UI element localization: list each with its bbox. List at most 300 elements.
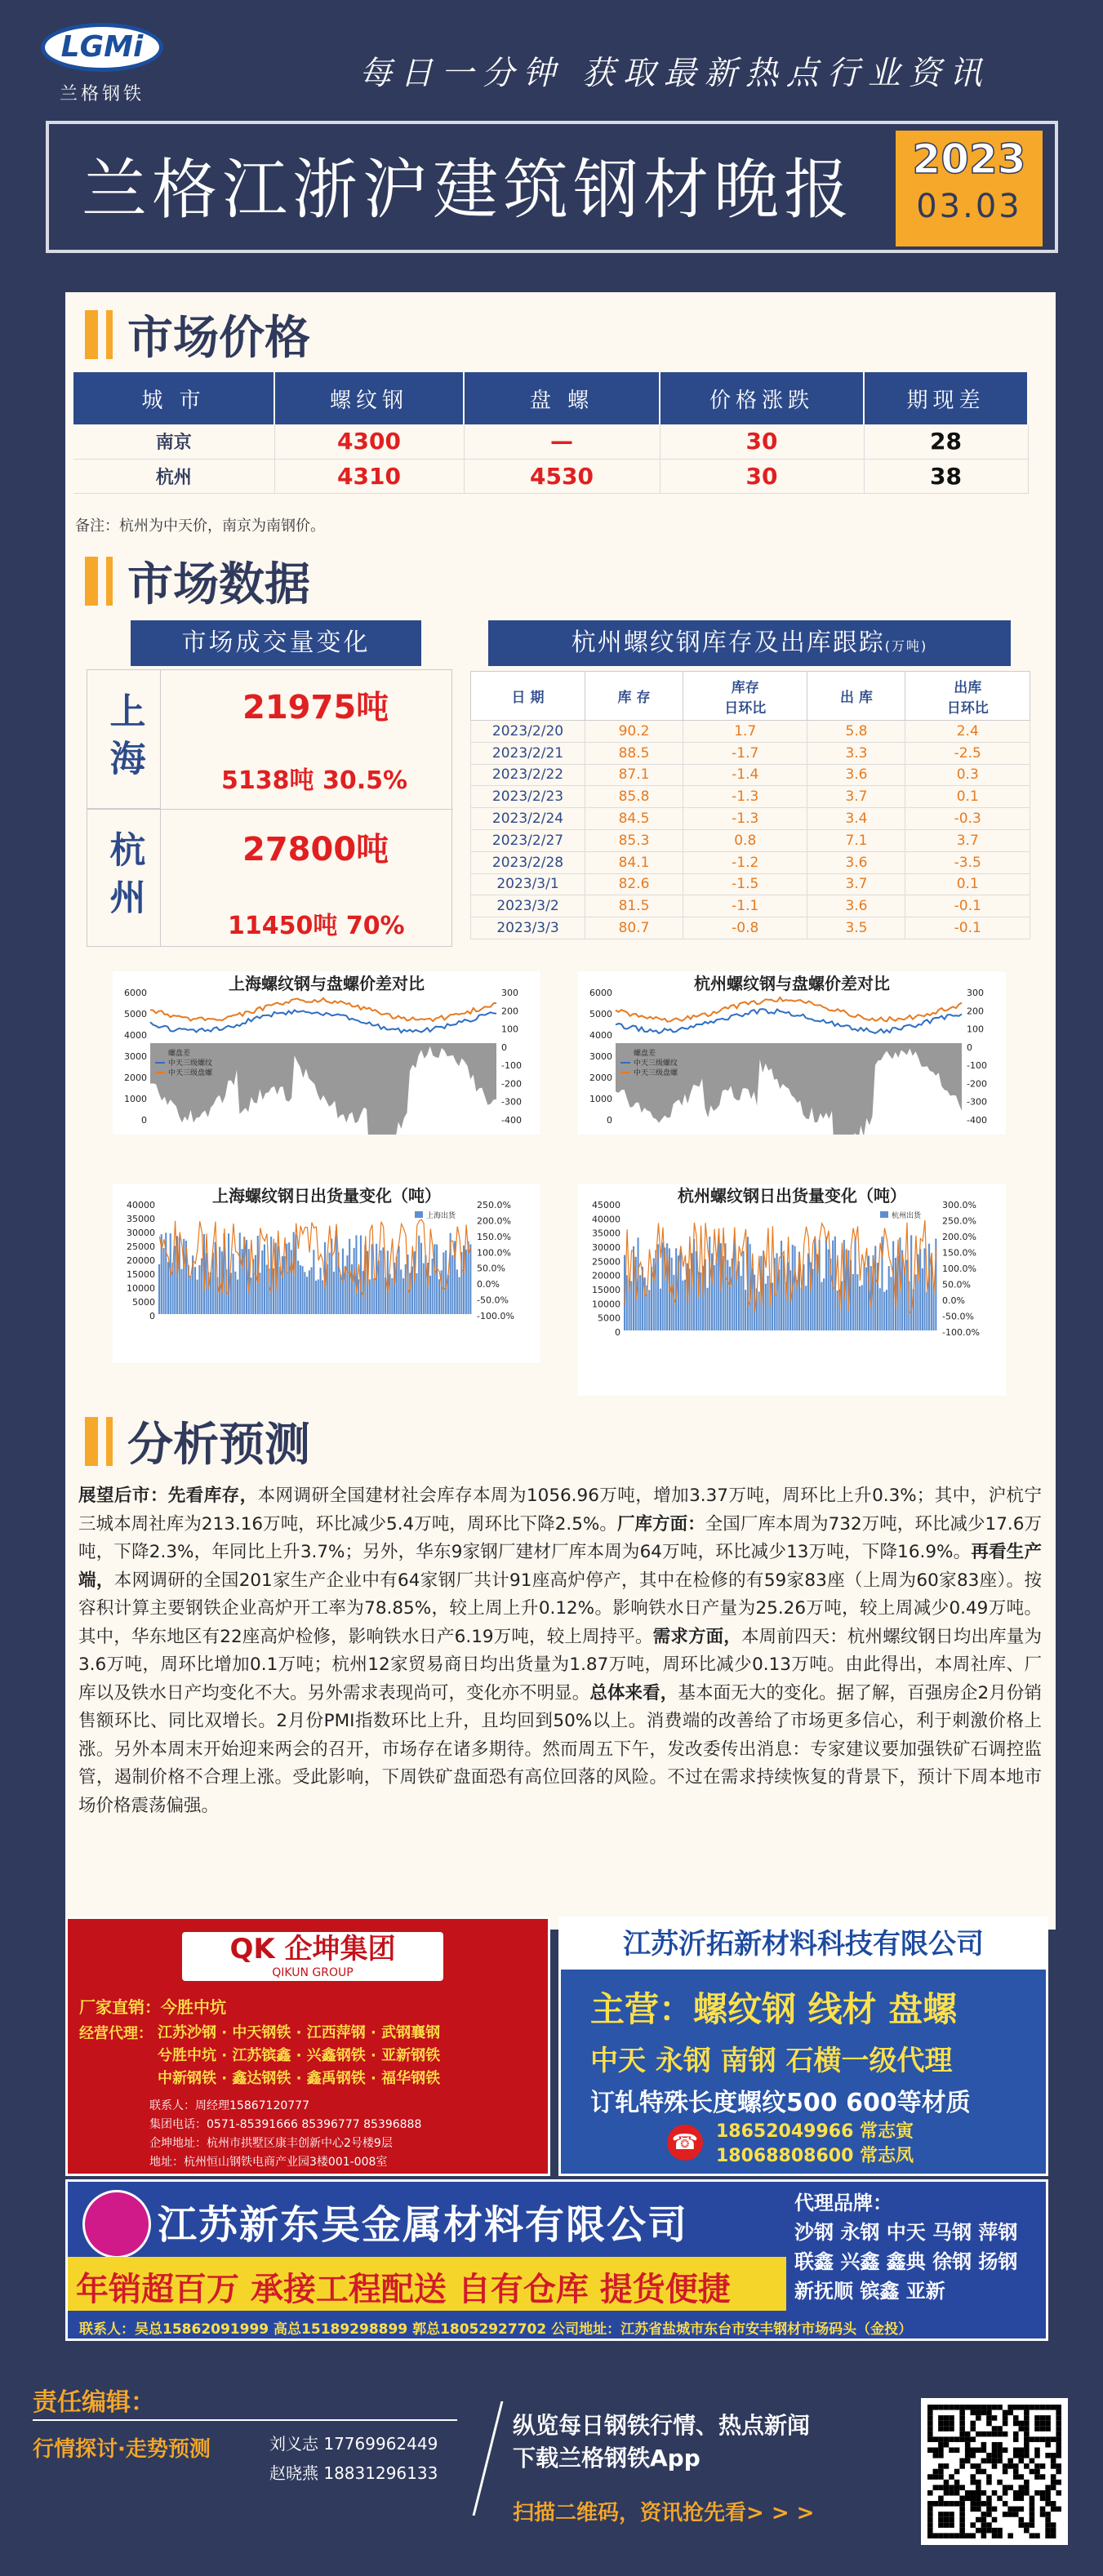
qr-module [1024, 2453, 1030, 2458]
tick-label: 0 [501, 1042, 507, 1053]
chart-title: 杭州螺纹钢日出货量变化（吨） [678, 1186, 906, 1206]
table-cell: 3.7 [807, 873, 905, 895]
qr-code[interactable] [921, 2398, 1068, 2545]
volume-box [87, 669, 452, 947]
qr-module [981, 2432, 987, 2437]
shipment-bar [639, 1275, 641, 1330]
analysis-keyword: 再看生产端， [78, 1542, 1042, 1591]
section-bar [106, 310, 113, 359]
yituo-ad[interactable] [558, 1916, 1048, 2176]
tick-label: 50.0% [477, 1263, 505, 1274]
coil-line [616, 997, 962, 1022]
qr-module [1045, 2442, 1051, 2448]
tick-label: -50.0% [477, 1295, 509, 1306]
shipment-bar [765, 1284, 767, 1330]
shipment-bar [215, 1242, 216, 1314]
brand-line: 联鑫 兴鑫 鑫典 徐钢 扬钢 [794, 2250, 1018, 2273]
tick-label: -100.0% [477, 1311, 514, 1321]
tick-label: 200 [501, 1006, 518, 1017]
qr-module [944, 2405, 950, 2410]
qr-module [1030, 2496, 1035, 2502]
qr-module [1040, 2474, 1046, 2480]
qr-module [986, 2458, 992, 2464]
shipment-bar [373, 1278, 375, 1314]
qr-module [927, 2410, 933, 2416]
qr-module [1056, 2490, 1061, 2496]
tick-label: -100 [501, 1060, 522, 1072]
shipment-bar [890, 1277, 892, 1330]
qr-module [965, 2447, 971, 2453]
qr-module [959, 2463, 965, 2469]
year-label: 2023 [912, 135, 1026, 183]
tick-label: -400 [501, 1115, 522, 1126]
tick-label: 0 [141, 1115, 147, 1126]
shipment-bar [329, 1253, 331, 1314]
qr-module [1045, 2485, 1051, 2490]
section-bar [85, 557, 98, 606]
qr-module [1019, 2405, 1025, 2410]
qr-module [986, 2415, 992, 2421]
legend-label: 中天三级盘螺 [634, 1069, 678, 1077]
phone-icon: ☎ [667, 2125, 703, 2161]
table-cell: 2023/2/22 [471, 764, 585, 786]
tick-label: -300 [501, 1096, 522, 1108]
data-section-header [85, 549, 310, 614]
table-cell: -0.3 [905, 808, 1030, 830]
shipment-bar [651, 1267, 652, 1330]
qr-module [1034, 2533, 1040, 2538]
qr-module [1034, 2421, 1040, 2427]
shipment-bar [888, 1266, 890, 1330]
qr-module [938, 2421, 944, 2427]
qr-module [1034, 2447, 1040, 2453]
qr-module [949, 2490, 954, 2496]
shipment-bar [653, 1259, 655, 1331]
shipment-bar [322, 1281, 323, 1315]
qr-module [933, 2453, 939, 2458]
table-row [471, 808, 1030, 830]
shipment-bar [291, 1250, 292, 1314]
table-cell: 87.1 [585, 764, 683, 786]
qr-module [959, 2522, 965, 2528]
shipment-bar [279, 1267, 281, 1314]
qr-module [997, 2533, 1003, 2538]
qr-module [1003, 2469, 1008, 2475]
volume-header: 市场成交量变化 [131, 620, 421, 666]
tick-label: 100 [967, 1024, 984, 1035]
shipment-bar [883, 1292, 885, 1330]
qr-module [959, 2507, 965, 2512]
shipment-bar [261, 1250, 263, 1314]
qr-module [944, 2512, 950, 2517]
shipment-bar [405, 1264, 407, 1314]
qr-module [933, 2405, 939, 2410]
qr-module [970, 2421, 976, 2427]
qikun-ad[interactable] [65, 1916, 550, 2176]
tick-label: 200.0% [942, 1232, 976, 1242]
tick-label: 10000 [592, 1299, 620, 1310]
qr-module [1007, 2512, 1013, 2517]
shipment-bar [723, 1256, 724, 1330]
qr-module [938, 2474, 944, 2480]
table-row [471, 917, 1030, 939]
analysis-sentence: 全国厂库本周为732万吨，环比减少17.6万吨，下降2.3%，年同比上升3.7%；另外，华东9家钢厂建材厂库本周为64万吨，环比减少13万吨，下降16.9%。 [78, 1513, 1042, 1562]
legend-swatch [880, 1211, 888, 1218]
table-cell: 0.1 [905, 873, 1030, 895]
qr-module [1019, 2474, 1025, 2480]
shipment-bar [197, 1280, 198, 1314]
table-cell: 90.2 [585, 721, 683, 743]
tick-label: 200.0% [477, 1215, 511, 1227]
table-cell: 84.5 [585, 808, 683, 830]
tick-label: 0 [607, 1115, 612, 1126]
shipment-bar [228, 1233, 229, 1314]
shipment-bar [441, 1270, 443, 1314]
shipment-bar [380, 1250, 382, 1314]
qr-module [927, 2507, 933, 2512]
shipment-bar [928, 1244, 930, 1330]
qr-module [981, 2458, 987, 2464]
table-cell: -0.8 [683, 917, 807, 939]
qr-module [1040, 2436, 1046, 2442]
qr-module [970, 2533, 976, 2538]
table-cell: -1.4 [683, 764, 807, 786]
qr-module [1024, 2442, 1030, 2448]
qr-module [986, 2496, 992, 2502]
shipment-bar [300, 1265, 301, 1314]
qr-module [927, 2474, 933, 2480]
shipment-bar [251, 1277, 252, 1314]
shipment-bar [311, 1268, 313, 1315]
shipment-bar [434, 1244, 435, 1314]
qr-module [1040, 2496, 1046, 2502]
qr-module [1013, 2474, 1019, 2480]
table-cell: 2023/2/20 [471, 721, 585, 743]
qr-module [959, 2512, 965, 2517]
tick-label: 5000 [124, 1009, 147, 1019]
qr-module [938, 2447, 944, 2453]
qr-module [1051, 2474, 1056, 2480]
qr-module [976, 2517, 981, 2523]
qr-module [976, 2528, 981, 2534]
shipment-bar [714, 1265, 715, 1330]
qr-module [997, 2480, 1003, 2485]
shipment-bar [727, 1260, 728, 1330]
qr-module [938, 2496, 944, 2502]
table-row [73, 424, 1028, 459]
sh-shipment-chart [113, 1184, 540, 1363]
table-cell: 0.1 [905, 786, 1030, 808]
tick-label: 250.0% [477, 1200, 511, 1210]
contact-line: 集团电话：0571-85391666 85396777 85396888 [149, 2118, 422, 2131]
analysis-sentence: 本网调研全国建材社会库存本周为1056.96万吨，增加3.37万吨，周环比上升0.3%；其中，沪杭宁三城本周社库为213.16万吨，环比减少5.4万吨，周环比下降2.5%。 [78, 1486, 1042, 1534]
yituo-phones [716, 2120, 914, 2169]
shipment-bar [284, 1256, 286, 1314]
tick-label: 40000 [592, 1214, 620, 1225]
analysis-keyword: 总体来看， [589, 1682, 678, 1703]
shipment-bar [841, 1281, 843, 1330]
shipment-bar [233, 1254, 234, 1314]
qr-module [976, 2485, 981, 2490]
shipment-bar [814, 1239, 816, 1330]
editor-line: 刘义志 17769962449 [269, 2434, 438, 2454]
qr-module [1003, 2415, 1008, 2421]
shipment-bar [315, 1281, 317, 1314]
qr-module [959, 2405, 965, 2410]
chart-title: 上海螺纹钢与盘螺价差对比 [229, 974, 425, 993]
qr-module [1034, 2463, 1040, 2469]
shipment-bar [403, 1278, 404, 1314]
col-header: 螺纹钢 [274, 372, 464, 424]
qr-module [1045, 2517, 1051, 2523]
qr-module [1056, 2426, 1061, 2432]
qr-module [1051, 2533, 1056, 2538]
table-cell: 85.8 [585, 786, 683, 808]
qr-module [986, 2405, 992, 2410]
qr-module [997, 2453, 1003, 2458]
qr-module [1056, 2432, 1061, 2437]
col-header: 城 市 [73, 372, 274, 424]
qr-module [1034, 2474, 1040, 2480]
analysis-keyword: 需求方面， [652, 1626, 741, 1647]
tick-label: 35000 [592, 1228, 620, 1239]
qr-module [959, 2528, 965, 2534]
qr-module [1003, 2463, 1008, 2469]
shipment-bar [662, 1242, 664, 1330]
table-cell: 0.8 [683, 829, 807, 851]
table-cell: 3.4 [807, 808, 905, 830]
qr-module [944, 2421, 950, 2427]
qr-module [954, 2533, 960, 2538]
qr-module [1003, 2410, 1008, 2416]
hz-shipment-svg [578, 1184, 1006, 1396]
qr-module [970, 2501, 976, 2507]
qr-module [992, 2405, 998, 2410]
qr-module [954, 2436, 960, 2442]
qr-module [938, 2469, 944, 2475]
table-cell: 3.6 [807, 764, 905, 786]
qr-module [944, 2463, 950, 2469]
qr-module [986, 2432, 992, 2437]
qr-module [1040, 2490, 1046, 2496]
price-section-header [85, 302, 310, 367]
qr-module [1013, 2469, 1019, 2475]
shipment-bar [859, 1286, 861, 1330]
col-header: 期现差 [864, 372, 1028, 424]
shipment-bar [443, 1252, 444, 1314]
table-cell: 2023/3/2 [471, 895, 585, 917]
shipment-bar [684, 1280, 686, 1330]
qr-module [949, 2421, 954, 2427]
qr-module [1013, 2405, 1019, 2410]
table-row [471, 764, 1030, 786]
dongwu-ad[interactable] [65, 2179, 1048, 2341]
shipment-bar [436, 1245, 438, 1314]
tick-label: 5000 [132, 1297, 155, 1308]
col-header: 日 期 [471, 672, 585, 721]
shipment-bar [194, 1267, 196, 1314]
table-row [471, 829, 1030, 851]
shipment-bar [411, 1267, 413, 1315]
qr-module [997, 2447, 1003, 2453]
qr-module [970, 2453, 976, 2458]
shipment-bar [336, 1231, 337, 1314]
qr-module [959, 2501, 965, 2507]
shipment-bar [741, 1276, 742, 1330]
legend-label: 上海出货 [426, 1212, 456, 1220]
qr-module [954, 2405, 960, 2410]
shipment-bar [391, 1278, 393, 1314]
tick-label: -300 [967, 1096, 987, 1108]
shipment-bar [167, 1262, 169, 1314]
qr-module [927, 2432, 933, 2437]
qr-module [997, 2426, 1003, 2432]
tick-label: 2000 [589, 1073, 612, 1083]
qr-module [927, 2421, 933, 2427]
qr-module [1019, 2485, 1025, 2490]
coil-line [150, 998, 496, 1021]
tick-label: 6000 [124, 988, 147, 998]
qikun-brand: QK 企坤集团 [182, 1932, 443, 1981]
qr-module [970, 2496, 976, 2502]
qr-module [1030, 2405, 1035, 2410]
shipment-bar [682, 1281, 683, 1330]
qr-module [1030, 2517, 1035, 2523]
tick-label: -50.0% [942, 1311, 974, 1322]
chart-title: 上海螺纹钢日出货量变化（吨） [212, 1186, 441, 1206]
qr-module [970, 2507, 976, 2512]
shipment-bar [707, 1288, 709, 1330]
qr-module [1024, 2421, 1030, 2427]
analysis-keyword: 展望后市： [78, 1486, 168, 1506]
shipment-bar [879, 1288, 881, 1330]
qr-module [1013, 2463, 1019, 2469]
qr-module [933, 2469, 939, 2475]
qr-module [1007, 2410, 1013, 2416]
qr-module [1013, 2415, 1019, 2421]
shipment-bar [772, 1283, 773, 1331]
qr-module [1034, 2405, 1040, 2410]
qr-module [992, 2458, 998, 2464]
qr-module [1024, 2490, 1030, 2496]
shipment-bar [351, 1264, 353, 1314]
qr-module [1007, 2458, 1013, 2464]
shipment-bar [369, 1279, 371, 1314]
qr-module [1056, 2507, 1061, 2512]
logo-subtitle: 兰格钢铁 [59, 84, 145, 104]
qr-module [976, 2410, 981, 2416]
spread-area [616, 1043, 962, 1135]
qr-module [986, 2453, 992, 2458]
shipment-bar [874, 1246, 876, 1330]
shipment-bar [304, 1272, 305, 1314]
qr-module [1051, 2507, 1056, 2512]
shipment-bar [183, 1239, 185, 1314]
qr-module [997, 2442, 1003, 2448]
brands-label: 代理品牌： [794, 2192, 892, 2214]
table-cell: -1.1 [683, 895, 807, 917]
qr-module [944, 2426, 950, 2432]
qr-module [965, 2490, 971, 2496]
table-cell: 2023/2/27 [471, 829, 585, 851]
tick-label: 25000 [592, 1256, 620, 1268]
shipment-bar [451, 1255, 453, 1314]
shipment-bar [313, 1250, 314, 1314]
qr-module [938, 2436, 944, 2442]
slogan: 每日一分钟 获取最新热点行业资讯 [359, 55, 990, 92]
shipment-bar [767, 1276, 769, 1330]
tick-label: 0 [967, 1042, 972, 1053]
qr-module [981, 2512, 987, 2517]
shipment-bar [837, 1290, 838, 1330]
qr-module [1030, 2533, 1035, 2538]
dongwu-brands [794, 2188, 1017, 2306]
qr-module [933, 2501, 939, 2507]
qr-module [1034, 2426, 1040, 2432]
qr-module [1034, 2415, 1040, 2421]
agent-line: 江苏沙钢 · 中天钢铁 · 江西萍钢 · 武钢襄钢 [158, 2024, 441, 2041]
qr-code-icon [927, 2405, 1061, 2538]
qr-module [1013, 2432, 1019, 2437]
tick-label: 100.0% [477, 1247, 511, 1259]
col-header: 价格涨跌 [660, 372, 864, 424]
qr-module [976, 2480, 981, 2485]
qr-module [1045, 2522, 1051, 2528]
qr-module [944, 2522, 950, 2528]
table-cell: 2023/3/1 [471, 873, 585, 895]
qr-module [1040, 2512, 1046, 2517]
qr-module [976, 2507, 981, 2512]
qr-module [1051, 2463, 1056, 2469]
qr-module [1007, 2405, 1013, 2410]
shipment-bar [180, 1269, 182, 1314]
tick-label: 200 [967, 1006, 984, 1017]
inventory-header [488, 620, 1011, 666]
spread-area [150, 1043, 496, 1135]
qr-module [970, 2436, 976, 2442]
shipment-bar [807, 1254, 809, 1330]
qr-module [981, 2410, 987, 2416]
shipment-bar [333, 1272, 335, 1314]
qr-module [965, 2453, 971, 2458]
table-cell: 2023/2/21 [471, 742, 585, 764]
qr-module [981, 2533, 987, 2538]
qr-module [1024, 2426, 1030, 2432]
shipment-bar [355, 1235, 357, 1314]
qr-module [927, 2490, 933, 2496]
qr-module [965, 2405, 971, 2410]
tick-label: 5000 [589, 1009, 612, 1019]
qr-module [1024, 2463, 1030, 2469]
contact-line: 企坤地址：杭州市拱墅区康丰创新中心2号楼9层 [149, 2137, 393, 2150]
qr-module [949, 2512, 954, 2517]
tick-label: 0.0% [942, 1295, 965, 1306]
shipment-bar [320, 1268, 322, 1314]
table-cell: 7.1 [807, 829, 905, 851]
table-row [73, 459, 1028, 493]
shipment-bar [745, 1290, 746, 1330]
section-bar [106, 557, 113, 606]
col-header: 出 库 [807, 672, 905, 721]
section-bar [106, 1417, 113, 1466]
shipment-bar [729, 1267, 731, 1330]
qr-module [1003, 2447, 1008, 2453]
qr-module [976, 2463, 981, 2469]
analysis-sentence: 本网调研的全国201家生产企业中有64家钢厂共计91座高炉停产，其中在检修的有59家83座（上周为60家83座）。按容积计算主要钢铁企业高炉开工率为78.85%，较上周上升0.12%。影响铁水日产量为25.26万吨，较上周减少0.49万吨。其中，华东地区有22座高炉检修，影响铁水日产6.19万吨，较上周持平。 [78, 1570, 1042, 1647]
volume-city-cell [87, 810, 161, 947]
qikun-agent-label: 经营代理： [79, 2025, 153, 2042]
rebar-price: 4310 [274, 459, 464, 493]
